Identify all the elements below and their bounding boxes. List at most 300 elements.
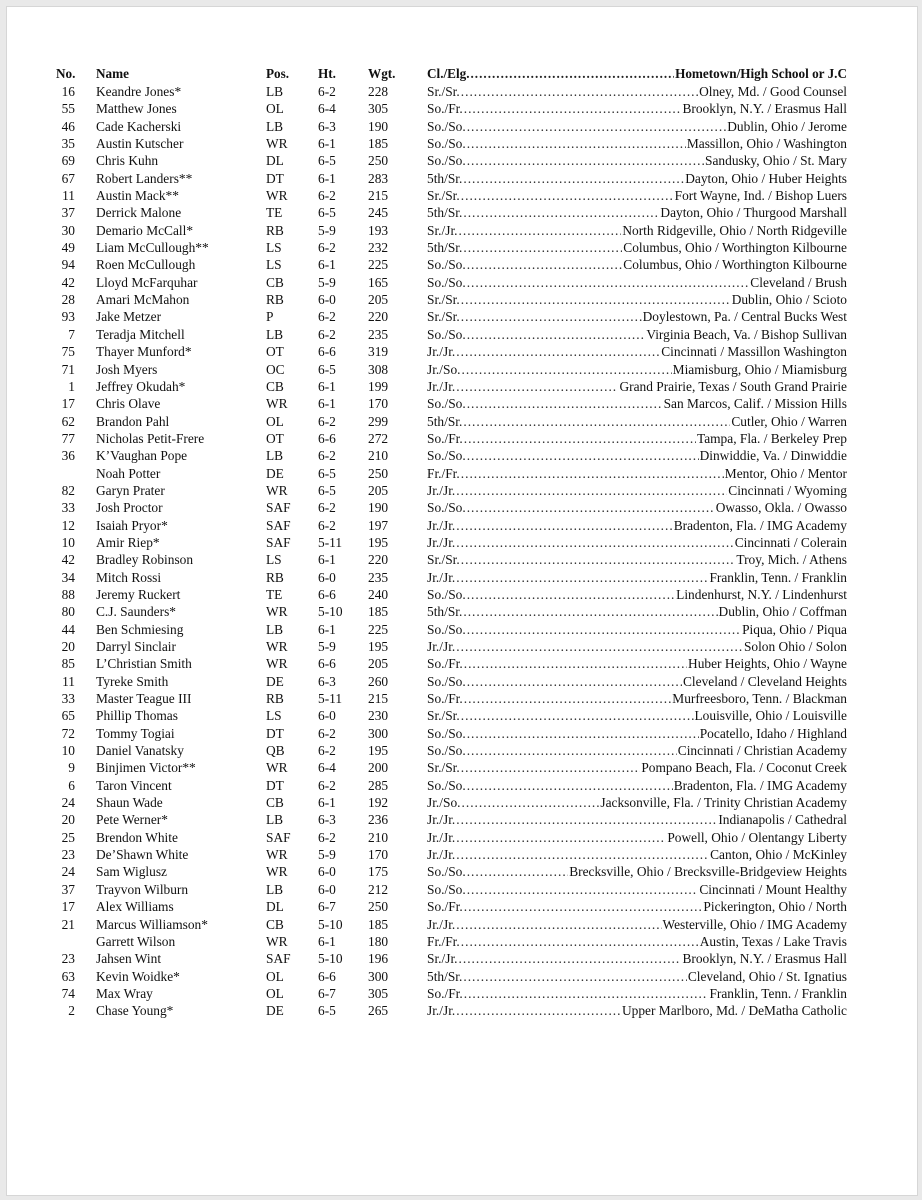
player-name: Phillip Thomas: [96, 708, 178, 724]
player-height: 6-0: [318, 292, 336, 308]
dot-leader: [462, 361, 672, 378]
table-row: [7, 777, 917, 794]
player-class-eligibility: So./So.: [427, 118, 466, 134]
player-height: 5-10: [318, 951, 343, 967]
player-class-eligibility: So./So.: [427, 777, 466, 793]
player-name: Ben Schmiesing: [96, 621, 184, 637]
player-class-hometown: [427, 256, 847, 273]
player-number: 65: [61, 708, 75, 724]
table-row: [7, 916, 917, 933]
player-position: WR: [266, 933, 288, 949]
player-number: 67: [61, 170, 75, 186]
player-number: 16: [61, 84, 75, 99]
player-hometown: Doylestown, Pa. / Central Bucks West: [642, 309, 847, 325]
player-position: WR: [266, 604, 288, 620]
roster-page: [6, 6, 918, 1196]
player-position: LB: [266, 326, 284, 342]
player-class-hometown: [427, 118, 847, 135]
player-name: Darryl Sinclair: [96, 639, 176, 654]
player-name: Keandre Jones*: [96, 84, 182, 99]
player-height: 5-9: [318, 274, 336, 290]
player-hometown: Canton, Ohio / McKinley: [710, 847, 847, 863]
player-position: OL: [266, 968, 284, 984]
player-height: 5-11: [318, 534, 343, 550]
player-name: Roen McCullough: [96, 257, 196, 273]
player-position: RB: [266, 569, 284, 585]
header-class-eligibility: Cl./Elg.: [427, 66, 470, 81]
player-hometown: Franklin, Tenn. / Franklin: [709, 569, 847, 585]
table-row: [7, 378, 917, 395]
player-height: 6-1: [318, 552, 336, 568]
table-row: [7, 430, 917, 447]
table-row: [7, 413, 917, 430]
player-hometown: Cincinnati / Christian Academy: [677, 743, 847, 759]
player-weight: 210: [368, 829, 389, 845]
player-number: 77: [61, 430, 75, 446]
player-position: SAF: [266, 534, 291, 550]
dot-leader: [461, 759, 641, 776]
player-hometown: Piqua, Ohio / Piqua: [742, 621, 847, 637]
player-hometown: Dublin, Ohio / Scioto: [731, 292, 847, 308]
player-position: CB: [266, 795, 284, 811]
dot-leader: [461, 707, 694, 724]
player-name: Jeremy Ruckert: [96, 586, 181, 602]
table-row: [7, 621, 917, 638]
player-height: 6-2: [318, 829, 336, 845]
player-class-eligibility: Sr./Sr.: [427, 292, 460, 308]
player-class-hometown: [427, 551, 847, 568]
player-class-eligibility: 5th/Sr.: [427, 968, 463, 984]
player-number: 17: [61, 396, 75, 412]
player-hometown: Huber Heights, Ohio / Wayne: [688, 656, 847, 672]
player-weight: 305: [368, 985, 389, 1001]
player-height: 6-0: [318, 708, 336, 724]
player-position: DL: [266, 899, 284, 915]
player-name: Daniel Vanatsky: [96, 743, 184, 759]
player-hometown: Troy, Mich. / Athens: [736, 552, 847, 568]
player-position: DT: [266, 725, 284, 741]
player-hometown: Westerville, Ohio / IMG Academy: [662, 916, 847, 932]
player-name: L’Christian Smith: [96, 656, 192, 672]
dot-leader: [464, 985, 709, 1002]
player-position: LB: [266, 812, 284, 828]
table-row: [7, 707, 917, 724]
dot-leader: [467, 673, 682, 690]
player-class-hometown: [427, 517, 847, 534]
player-position: WR: [266, 760, 288, 776]
player-name: Matthew Jones: [96, 101, 177, 117]
player-height: 6-2: [318, 448, 336, 464]
player-number: 17: [61, 899, 75, 915]
dot-leader: [461, 933, 699, 950]
dot-leader: [456, 482, 727, 499]
player-class-hometown: [427, 586, 847, 603]
player-class-eligibility: Jr./Jr.: [427, 534, 456, 550]
player-position: P: [266, 309, 274, 325]
player-height: 6-4: [318, 101, 336, 117]
table-row: [7, 170, 917, 187]
player-height: 5-10: [318, 916, 343, 932]
player-hometown: Brecksville, Ohio / Brecksville-Bridgeview Heights: [569, 864, 847, 880]
player-number: 42: [61, 552, 75, 568]
player-weight: 220: [368, 552, 389, 568]
player-number: 33: [61, 500, 75, 516]
player-name: De’Shawn White: [96, 847, 189, 863]
dot-leader: [459, 950, 682, 967]
player-position: WR: [266, 847, 288, 863]
player-class-hometown: [427, 135, 847, 152]
player-class-hometown: [427, 343, 847, 360]
table-row: [7, 118, 917, 135]
player-class-hometown: [427, 569, 847, 586]
player-class-eligibility: Jr./Jr.: [427, 517, 456, 533]
player-class-eligibility: Jr./Jr.: [427, 569, 456, 585]
player-position: WR: [266, 639, 288, 654]
player-name: Austin Mack**: [96, 188, 179, 204]
player-hometown: Lindenhurst, N.Y. / Lindenhurst: [676, 586, 847, 602]
player-hometown: Owasso, Okla. / Owasso: [715, 500, 847, 516]
player-weight: 299: [368, 413, 389, 429]
dot-leader: [461, 551, 736, 568]
table-row: [7, 517, 917, 534]
player-height: 6-1: [318, 257, 336, 273]
dot-leader: [467, 777, 673, 794]
player-weight: 200: [368, 760, 389, 776]
player-class-hometown: [427, 829, 847, 846]
player-height: 6-1: [318, 136, 336, 152]
player-hometown: Louisville, Ohio / Louisville: [694, 708, 847, 724]
dot-leader: [467, 447, 699, 464]
player-weight: 305: [368, 101, 389, 117]
player-number: 72: [61, 725, 75, 741]
dot-leader: [456, 569, 708, 586]
player-number: 33: [61, 691, 75, 707]
player-number: 20: [61, 812, 75, 828]
player-position: DE: [266, 465, 284, 481]
player-hometown: Cutler, Ohio / Warren: [731, 413, 847, 429]
player-class-hometown: [427, 673, 847, 690]
player-hometown: Columbus, Ohio / Worthington Kilbourne: [623, 257, 847, 273]
player-weight: 235: [368, 326, 389, 342]
table-row: [7, 1002, 917, 1019]
table-row: [7, 291, 917, 308]
player-weight: 250: [368, 153, 389, 169]
player-number: 82: [61, 482, 75, 498]
player-position: TE: [266, 205, 283, 221]
player-class-eligibility: 5th/Sr.: [427, 205, 463, 221]
player-number: 23: [61, 847, 75, 863]
table-row: [7, 239, 917, 256]
player-height: 6-1: [318, 396, 336, 412]
player-height: 6-5: [318, 1003, 336, 1019]
player-position: DT: [266, 777, 284, 793]
player-class-hometown: [427, 725, 847, 742]
dot-leader: [467, 725, 699, 742]
header-weight: Wgt.: [368, 66, 396, 81]
player-class-hometown: [427, 655, 847, 672]
header-hometown: Hometown/High School or J.C: [675, 66, 847, 81]
player-class-eligibility: Jr./So.: [427, 361, 461, 377]
player-class-eligibility: 5th/Sr.: [427, 604, 463, 620]
player-hometown: San Marcos, Calif. / Mission Hills: [663, 396, 847, 412]
player-weight: 260: [368, 673, 389, 689]
player-class-eligibility: 5th/Sr.: [427, 413, 463, 429]
player-name: Trayvon Wilburn: [96, 881, 189, 897]
dot-leader: [461, 308, 642, 325]
player-hometown: Jacksonville, Fla. / Trinity Christian Academy: [600, 795, 847, 811]
dot-leader: [467, 395, 663, 412]
table-row: [7, 829, 917, 846]
player-hometown: Virginia Beach, Va. / Bishop Sullivan: [646, 326, 847, 342]
player-height: 5-10: [318, 604, 343, 620]
player-weight: 210: [368, 448, 389, 464]
player-height: 6-7: [318, 985, 336, 1001]
player-name: Isaiah Pryor*: [96, 517, 168, 533]
player-class-eligibility: So./So.: [427, 448, 466, 464]
player-height: 6-6: [318, 656, 336, 672]
player-height: 6-2: [318, 240, 336, 256]
player-name: Kevin Woidke*: [96, 968, 180, 984]
player-weight: 193: [368, 222, 389, 238]
player-hometown: Franklin, Tenn. / Franklin: [709, 985, 847, 1001]
player-height: 6-6: [318, 968, 336, 984]
dot-leader: [467, 881, 699, 898]
table-row: [7, 603, 917, 620]
player-name: Tommy Togiai: [96, 725, 175, 741]
player-hometown: Fort Wayne, Ind. / Bishop Luers: [674, 188, 847, 204]
player-position: LB: [266, 881, 284, 897]
player-class-hometown: [427, 100, 847, 117]
player-number: 6: [68, 777, 75, 793]
player-hometown: Powell, Ohio / Olentangy Liberty: [667, 829, 847, 845]
table-row: [7, 534, 917, 551]
player-weight: 185: [368, 604, 389, 620]
player-height: 6-2: [318, 188, 336, 204]
player-class-eligibility: 5th/Sr.: [427, 170, 463, 186]
player-position: LS: [266, 257, 282, 273]
player-class-hometown: [427, 187, 847, 204]
header-number: No.: [56, 66, 76, 81]
player-hometown: Cleveland / Brush: [750, 274, 847, 290]
player-height: 6-5: [318, 153, 336, 169]
player-position: WR: [266, 864, 288, 880]
dot-leader: [464, 100, 682, 117]
dot-leader: [464, 898, 703, 915]
player-weight: 272: [368, 430, 389, 446]
dot-leader: [467, 586, 675, 603]
table-row: [7, 863, 917, 880]
player-weight: 240: [368, 586, 389, 602]
player-class-eligibility: So./So.: [427, 725, 466, 741]
dot-leader: [463, 204, 659, 221]
player-height: 5-9: [318, 222, 336, 238]
table-row: [7, 638, 917, 655]
player-class-hometown: [427, 950, 847, 967]
player-position: LS: [266, 240, 282, 256]
dot-leader: [467, 499, 715, 516]
dot-leader: [471, 64, 675, 83]
player-name: Josh Proctor: [96, 500, 163, 516]
player-number: 46: [61, 118, 75, 134]
player-class-eligibility: Sr./Sr.: [427, 760, 460, 776]
player-number: 7: [68, 326, 75, 342]
dot-leader: [461, 83, 698, 100]
player-number: 11: [62, 188, 75, 204]
player-name: Teradja Mitchell: [96, 326, 185, 342]
player-class-hometown: [427, 985, 847, 1002]
player-hometown: Dayton, Ohio / Huber Heights: [685, 170, 847, 186]
player-height: 6-1: [318, 933, 336, 949]
player-weight: 285: [368, 777, 389, 793]
table-row: [7, 343, 917, 360]
table-row: [7, 898, 917, 915]
player-hometown: Pompano Beach, Fla. / Coconut Creek: [641, 760, 847, 776]
player-class-hometown: [427, 759, 847, 776]
player-weight: 170: [368, 847, 389, 863]
player-position: OC: [266, 361, 285, 377]
player-class-eligibility: Jr./So.: [427, 795, 461, 811]
player-class-hometown: [427, 291, 847, 308]
player-name: Lloyd McFarquhar: [96, 274, 198, 290]
player-class-hometown: [427, 863, 847, 880]
table-row: [7, 83, 917, 100]
player-hometown: Miamisburg, Ohio / Miamisburg: [672, 361, 847, 377]
player-number: 80: [61, 604, 75, 620]
player-height: 6-4: [318, 760, 336, 776]
player-class-eligibility: So./So.: [427, 743, 466, 759]
player-hometown: Columbus, Ohio / Worthington Kilbourne: [623, 240, 847, 256]
player-hometown: Murfreesboro, Tenn. / Blackman: [672, 691, 847, 707]
table-row: [7, 395, 917, 412]
player-weight: 225: [368, 257, 389, 273]
player-name: Robert Landers**: [96, 170, 193, 186]
player-position: TE: [266, 586, 283, 602]
player-number: 37: [61, 205, 75, 221]
player-class-hometown: [427, 707, 847, 724]
player-number: 2: [68, 1003, 75, 1019]
player-number: 10: [61, 534, 75, 550]
player-number: 55: [61, 101, 75, 117]
table-row: [7, 759, 917, 776]
player-weight: 170: [368, 396, 389, 412]
table-row: [7, 794, 917, 811]
player-position: CB: [266, 916, 284, 932]
player-height: 6-1: [318, 795, 336, 811]
player-weight: 196: [368, 951, 389, 967]
player-number: 71: [61, 361, 75, 377]
player-name: Master Teague III: [96, 691, 192, 707]
player-weight: 235: [368, 569, 389, 585]
table-row: [7, 222, 917, 239]
player-class-eligibility: Sr./Sr.: [427, 309, 460, 325]
dot-leader: [467, 152, 704, 169]
player-number: 25: [61, 829, 75, 845]
player-name: Thayer Munford*: [96, 344, 192, 360]
player-number: 21: [61, 916, 75, 932]
player-weight: 250: [368, 899, 389, 915]
player-weight: 300: [368, 725, 389, 741]
player-number: 10: [61, 743, 75, 759]
player-weight: 212: [368, 881, 389, 897]
player-number: 24: [61, 795, 75, 811]
player-class-hometown: [427, 465, 847, 482]
player-class-hometown: [427, 690, 847, 707]
player-weight: 165: [368, 274, 389, 290]
player-class-hometown: [427, 846, 847, 863]
roster-table: [7, 64, 917, 1020]
dot-leader: [456, 517, 672, 534]
dot-leader: [456, 829, 666, 846]
player-hometown: Cincinnati / Colerain: [734, 534, 847, 550]
player-height: 6-2: [318, 743, 336, 759]
player-number: 93: [61, 309, 75, 325]
player-class-eligibility: Jr./Jr.: [427, 482, 456, 498]
player-class-eligibility: Sr./Jr.: [427, 951, 458, 967]
player-class-eligibility: Sr./Sr.: [427, 552, 460, 568]
player-name: Cade Kacherski: [96, 118, 182, 134]
player-position: DE: [266, 673, 284, 689]
player-class-eligibility: 5th/Sr.: [427, 240, 463, 256]
dot-leader: [463, 239, 622, 256]
player-number: 44: [61, 621, 75, 637]
player-name: Chase Young*: [96, 1003, 174, 1019]
dot-leader: [464, 655, 687, 672]
table-row: [7, 881, 917, 898]
player-height: 6-2: [318, 725, 336, 741]
player-number: 20: [61, 639, 75, 654]
player-height: 6-2: [318, 777, 336, 793]
player-class-eligibility: Fr./Fr.: [427, 465, 460, 481]
player-class-hometown: [427, 968, 847, 985]
player-position: OL: [266, 413, 284, 429]
player-name: Austin Kutscher: [96, 136, 184, 152]
player-name: Marcus Williamson*: [96, 916, 208, 932]
player-name: Garrett Wilson: [96, 933, 176, 949]
player-name: C.J. Saunders*: [96, 604, 176, 620]
dot-leader: [456, 1002, 621, 1019]
player-weight: 185: [368, 916, 389, 932]
player-weight: 195: [368, 743, 389, 759]
player-weight: 250: [368, 465, 389, 481]
player-class-hometown: [427, 413, 847, 430]
player-position: WR: [266, 656, 288, 672]
player-weight: 220: [368, 309, 389, 325]
player-position: RB: [266, 691, 284, 707]
player-height: 6-3: [318, 673, 336, 689]
player-position: OT: [266, 430, 284, 446]
player-position: LS: [266, 708, 282, 724]
player-number: 11: [62, 673, 75, 689]
player-weight: 300: [368, 968, 389, 984]
table-row: [7, 204, 917, 221]
dot-leader: [456, 638, 743, 655]
player-position: WR: [266, 482, 288, 498]
player-class-hometown: [427, 794, 847, 811]
player-height: 6-2: [318, 309, 336, 325]
player-name: K’Vaughan Pope: [96, 448, 188, 464]
player-weight: 192: [368, 795, 389, 811]
player-name: Amari McMahon: [96, 292, 190, 308]
player-name: Demario McCall*: [96, 222, 194, 238]
table-row: [7, 499, 917, 516]
table-row: [7, 447, 917, 464]
dot-leader: [456, 916, 661, 933]
player-hometown: Mentor, Ohio / Mentor: [724, 465, 847, 481]
table-row: [7, 569, 917, 586]
player-weight: 205: [368, 656, 389, 672]
dot-leader: [461, 187, 674, 204]
player-class-eligibility: So./So.: [427, 500, 466, 516]
